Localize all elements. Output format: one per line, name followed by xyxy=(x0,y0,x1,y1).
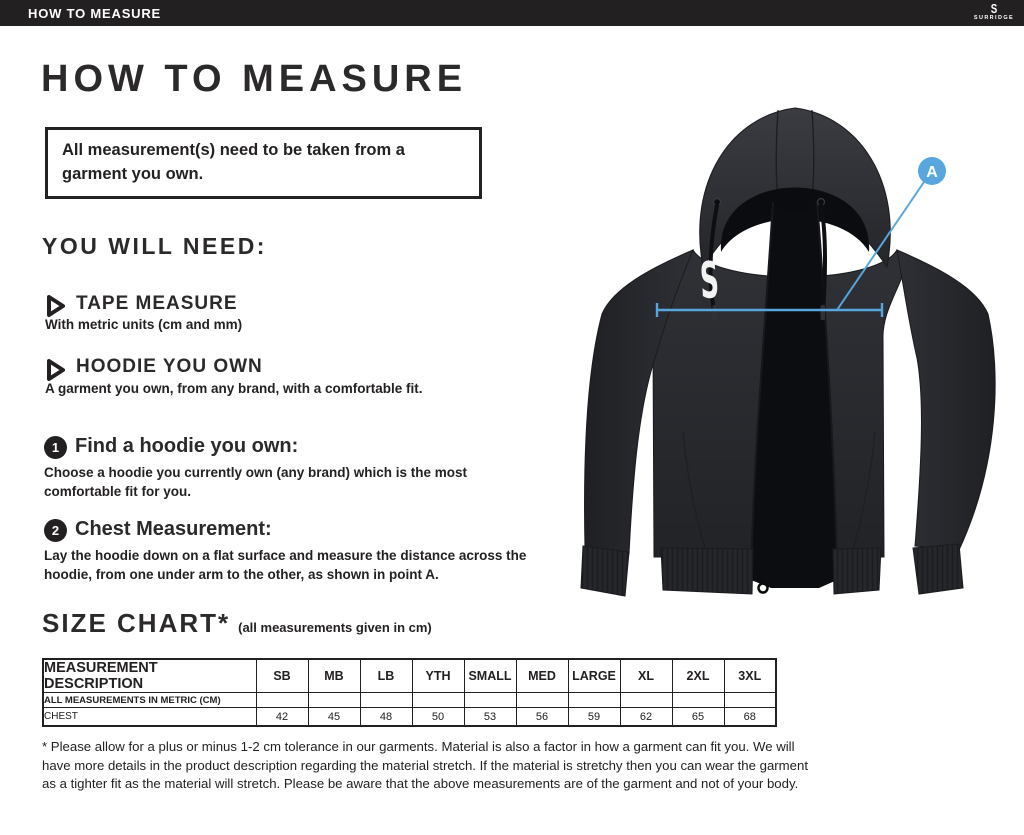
top-title-bar xyxy=(0,0,1024,26)
step-body: Lay the hoodie down on a flat surface and measure the distance across the hoodie, from one under arm to the other, as shown in point A. xyxy=(44,548,527,583)
triangle-bullet-icon xyxy=(45,358,67,382)
column-header: 3XL xyxy=(724,659,776,693)
cell-value: 59 xyxy=(568,708,620,727)
cell-value: 65 xyxy=(672,708,724,727)
column-header: XL xyxy=(620,659,672,693)
table-header-row xyxy=(43,659,776,693)
need-item-subtitle: With metric units (cm and mm) xyxy=(45,317,243,332)
tolerance-footnote: * Please allow for a plus or minus 1-2 cm tolerance in our garments. Material is also a factor in how a garment can fit you. We will have more details in the product description regarding the material stretch. If the material is stretchy then you can wear the garment as a tighter fit as the material will stretch. Please be aware that the above measurements are of the garment and not of your body. xyxy=(42,739,808,792)
triangle-bullet-icon xyxy=(45,294,67,318)
metric-note: ALL MEASUREMENTS IN METRIC (CM) xyxy=(43,693,256,708)
need-item-subtitle: A garment you own, from any brand, with a comfortable fit. xyxy=(45,381,423,396)
table-metric-row xyxy=(43,693,776,708)
cell-value: 50 xyxy=(412,708,464,727)
cell-value: 48 xyxy=(360,708,412,727)
cell-value: 62 xyxy=(620,708,672,727)
row-label: CHEST xyxy=(43,708,256,727)
garment-s-logo xyxy=(699,252,721,311)
column-header: YTH xyxy=(412,659,464,693)
table-row xyxy=(43,708,776,727)
step-body: Choose a hoodie you currently own (any brand) which is the most comfortable fit for you. xyxy=(44,465,468,500)
size-chart-table xyxy=(42,658,777,727)
measurement-notice-box: All measurement(s) need to be taken from a garment you own. xyxy=(45,127,482,199)
column-header: LARGE xyxy=(568,659,620,693)
svg-text:S: S xyxy=(698,251,721,311)
column-header: MED xyxy=(516,659,568,693)
size-chart-heading xyxy=(42,608,432,639)
cell-value: 45 xyxy=(308,708,360,727)
surridge-wordmark: SURRIDGE xyxy=(973,15,1015,21)
column-header: MEASUREMENT DESCRIPTION xyxy=(43,659,256,693)
column-header: SMALL xyxy=(464,659,516,693)
cell-value: 68 xyxy=(724,708,776,727)
step-title: Find a hoodie you own: xyxy=(75,435,299,457)
size-chart-subtitle: (all measurements given in cm) xyxy=(238,620,432,635)
page-title: HOW TO MEASURE xyxy=(41,58,468,100)
hoodie-measurement-diagram xyxy=(575,102,1015,602)
topbar-title: HOW TO MEASURE xyxy=(28,6,162,21)
you-will-need-heading: YOU WILL NEED: xyxy=(42,233,267,259)
column-header: SB xyxy=(256,659,308,693)
column-header: 2XL xyxy=(672,659,724,693)
step-number-badge: 2 xyxy=(44,519,67,542)
column-header: MB xyxy=(308,659,360,693)
surridge-logo xyxy=(968,0,1020,26)
size-chart-title: SIZE CHART* xyxy=(42,608,231,638)
point-a-label: A xyxy=(926,164,938,181)
surridge-s-icon: S xyxy=(990,1,998,16)
step-number-badge: 1 xyxy=(44,436,67,459)
cell-value: 53 xyxy=(464,708,516,727)
step-title: Chest Measurement: xyxy=(75,518,272,540)
cell-value: 42 xyxy=(256,708,308,727)
column-header: LB xyxy=(360,659,412,693)
need-item-title: HOODIE YOU OWN xyxy=(76,356,263,377)
need-item-title: TAPE MEASURE xyxy=(76,293,238,314)
cell-value: 56 xyxy=(516,708,568,727)
